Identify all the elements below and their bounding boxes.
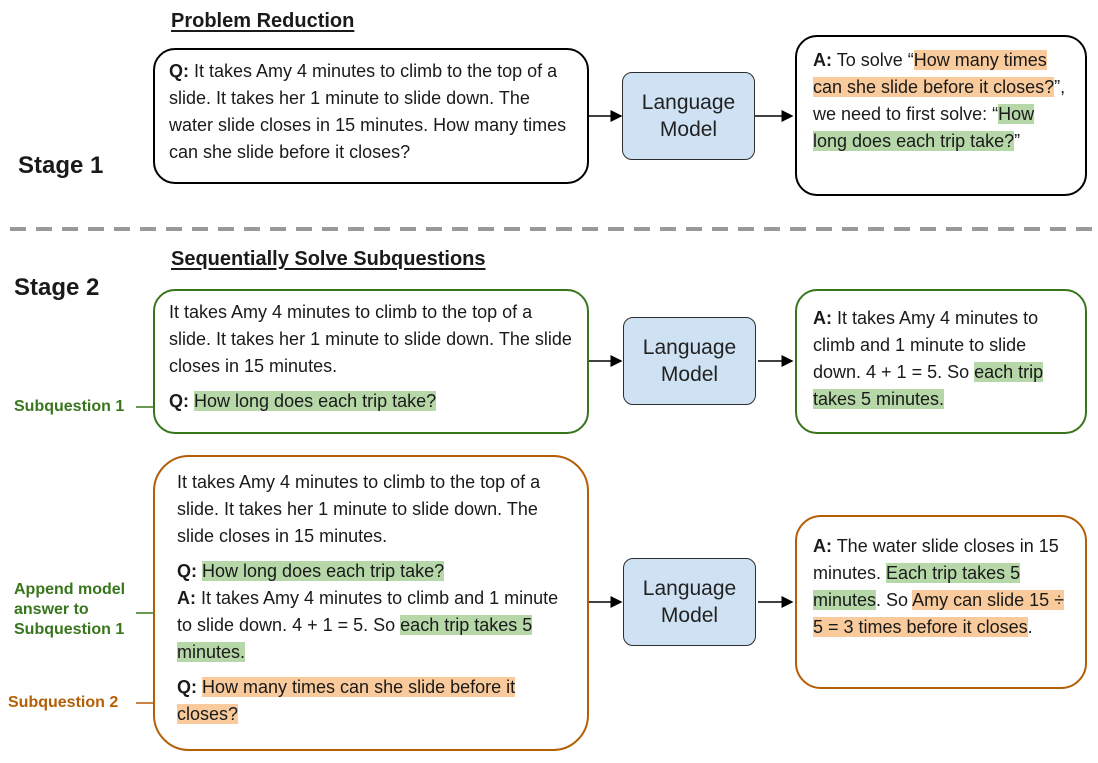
sub1-answer-box bbox=[795, 289, 1087, 434]
highlight-green: How long does each trip take? bbox=[813, 104, 1035, 151]
highlight-orange: Amy can slide 15 ÷ 5 = 3 times before it closes bbox=[813, 590, 1065, 637]
stage2-label: Stage 2 bbox=[14, 274, 100, 301]
problem-reduction-heading: Problem Reduction bbox=[171, 10, 355, 32]
sub2-answer-box bbox=[795, 515, 1087, 689]
sub1-answer-text: A: It takes Amy 4 minutes to climb and 1 minute to slide down. 4 + 1 = 5. So each trip takes 5 minutes. bbox=[813, 308, 1044, 409]
sub1-question-box bbox=[153, 289, 589, 434]
stage1-answer-box bbox=[795, 35, 1087, 196]
highlight-orange: How many times can she slide before it closes? bbox=[813, 50, 1055, 97]
subquestion2-side-label: Subquestion 2 bbox=[8, 694, 119, 711]
stage1-question-text: Q: It takes Amy 4 minutes to climb to the top of a slide. It takes her 1 minute to slide down. The water slide closes in 15 minutes. How many times can she slide before it closes? bbox=[169, 61, 567, 162]
sub2-question-box bbox=[153, 455, 589, 751]
sub1-question-text: Q: How long does each trip take? bbox=[169, 391, 437, 411]
highlight-green: each trip takes 5 minutes. bbox=[813, 362, 1044, 409]
sub2-context-text: It takes Amy 4 minutes to climb to the top of a slide. It takes her 1 minute to slide down. The slide closes in 15 minutes. bbox=[177, 472, 541, 546]
sub1-context-text: It takes Amy 4 minutes to climb to the top of a slide. It takes her 1 minute to slide down. The slide closes in 15 minutes. bbox=[169, 302, 572, 376]
sub2-language-model-box: Language Model bbox=[623, 558, 756, 646]
highlight-green: each trip takes 5 minutes. bbox=[177, 615, 533, 662]
highlight-green: How long does each trip take? bbox=[194, 391, 437, 411]
sub2-appended-qa: Q: How long does each trip take? A: It takes Amy 4 minutes to climb and 1 minute to slide down. 4 + 1 = 5. So each trip takes 5 minutes. bbox=[177, 561, 559, 662]
stage1-question-box bbox=[153, 48, 589, 184]
sub2-question-text: Q: How many times can she slide before it closes? bbox=[177, 677, 516, 724]
highlight-orange: How many times can she slide before it closes? bbox=[177, 677, 516, 724]
highlight-green: Each trip takes 5 minutes bbox=[813, 563, 1021, 610]
stage1-language-model-box: Language Model bbox=[622, 72, 755, 160]
stage1-answer-text: A: To solve “How many times can she slide before it closes?”, we need to first solve: “How long does each trip take?” bbox=[813, 50, 1066, 151]
subquestion1-side-label: Subquestion 1 bbox=[14, 398, 125, 415]
sub2-answer-text: A: The water slide closes in 15 minutes. Each trip takes 5 minutes. So Amy can slide 15 ÷ 5 = 3 times before it closes. bbox=[813, 536, 1065, 637]
highlight-green: How long does each trip take? bbox=[202, 561, 445, 581]
stage1-label: Stage 1 bbox=[18, 152, 104, 179]
sequential-solve-heading: Sequentially Solve Subquestions bbox=[171, 248, 486, 270]
sub1-language-model-box: Language Model bbox=[623, 317, 756, 405]
append-answer-side-label: Append model answer to Subquestion 1 bbox=[14, 581, 126, 638]
